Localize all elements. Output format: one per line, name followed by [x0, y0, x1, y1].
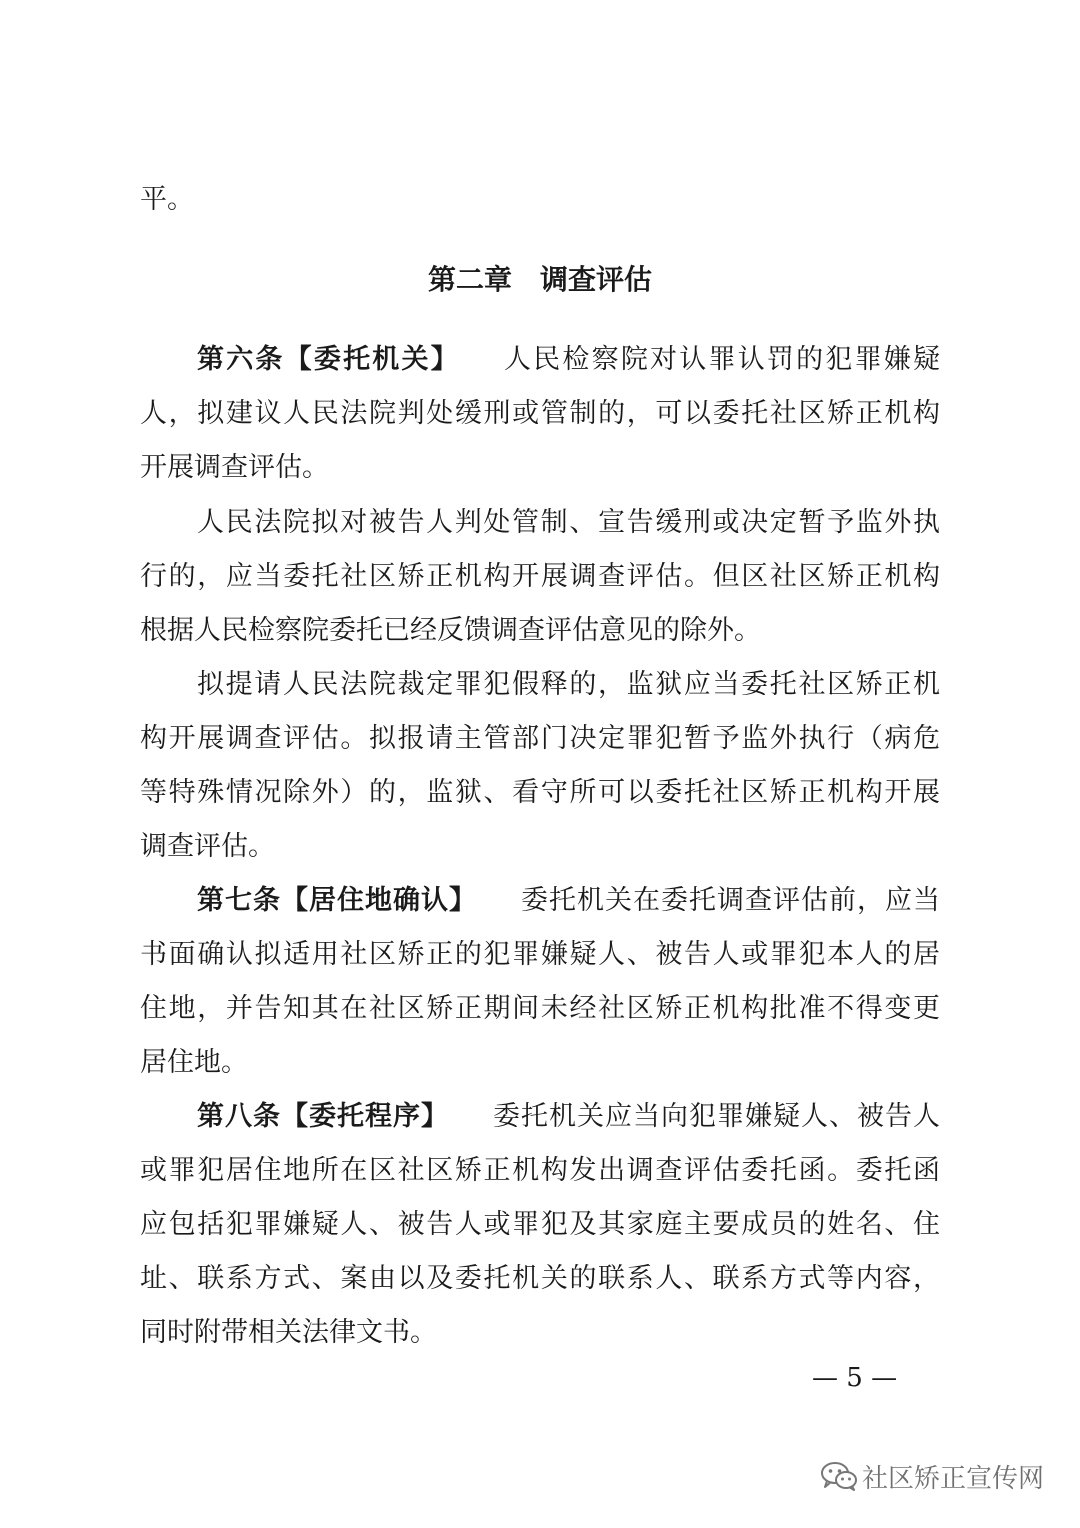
paragraph-line: 址、联系方式、案由以及委托机关的联系人、联系方式等内容，: [140, 1263, 940, 1294]
article-8-text: 委托机关应当向犯罪嫌疑人、被告人: [493, 1101, 940, 1132]
chapter-title: 第二章 调查评估: [427, 263, 652, 296]
paragraph-line: 等特殊情况除外）的，监狱、看守所可以委托社区矫正机构开展: [140, 777, 940, 808]
paragraph-line: 平。: [140, 184, 194, 215]
article-6-text: 人民检察院对认罪认罚的犯罪嫌疑: [503, 344, 941, 375]
paragraph-line: 应包括犯罪嫌疑人、被告人或罪犯及其家庭主要成员的姓名、住: [140, 1209, 940, 1240]
article-7-heading: 第七条【居住地确认】: [197, 885, 477, 916]
paragraph-line: 人民法院拟对被告人判处管制、宣告缓刑或决定暂予监外执: [197, 507, 940, 538]
article-8-first-line: [197, 1100, 940, 1134]
paragraph-line: 行的，应当委托社区矫正机构开展调查评估。但区社区矫正机构: [140, 561, 940, 592]
paragraph-line: 构开展调查评估。拟报请主管部门决定罪犯暂予监外执行（病危: [140, 723, 940, 754]
article-7-text: 委托机关在委托调查评估前，应当: [521, 885, 940, 916]
article-7-first-line: [197, 884, 940, 918]
page-number: — 5 —: [812, 1363, 898, 1393]
paragraph-line: 或罪犯居住地所在区社区矫正机构发出调查评估委托函。委托函: [140, 1155, 940, 1186]
paragraph-line: 开展调查评估。: [140, 452, 329, 483]
article-6-first-line: [197, 343, 940, 377]
watermark-text: 社区矫正宣传网: [862, 1463, 1045, 1494]
paragraph-line: 拟提请人民法院裁定罪犯假释的，监狱应当委托社区矫正机: [197, 669, 940, 700]
watermark: [820, 1456, 1044, 1496]
paragraph-line: 根据人民检察院委托已经反馈调查评估意见的除外。: [140, 615, 761, 646]
paragraph-line: 人，拟建议人民法院判处缓刑或管制的，可以委托社区矫正机构: [140, 398, 940, 429]
wechat-icon: [820, 1461, 858, 1491]
paragraph-line: 住地，并告知其在社区矫正期间未经社区矫正机构批准不得变更: [140, 993, 940, 1024]
paragraph-line: 居住地。: [140, 1047, 248, 1078]
article-6-heading: 第六条【委托机关】: [197, 344, 460, 375]
paragraph-line: 同时附带相关法律文书。: [140, 1317, 437, 1348]
paragraph-line: 调查评估。: [140, 831, 275, 862]
article-8-heading: 第八条【委托程序】: [197, 1101, 449, 1132]
paragraph-line: 书面确认拟适用社区矫正的犯罪嫌疑人、被告人或罪犯本人的居: [140, 939, 940, 970]
